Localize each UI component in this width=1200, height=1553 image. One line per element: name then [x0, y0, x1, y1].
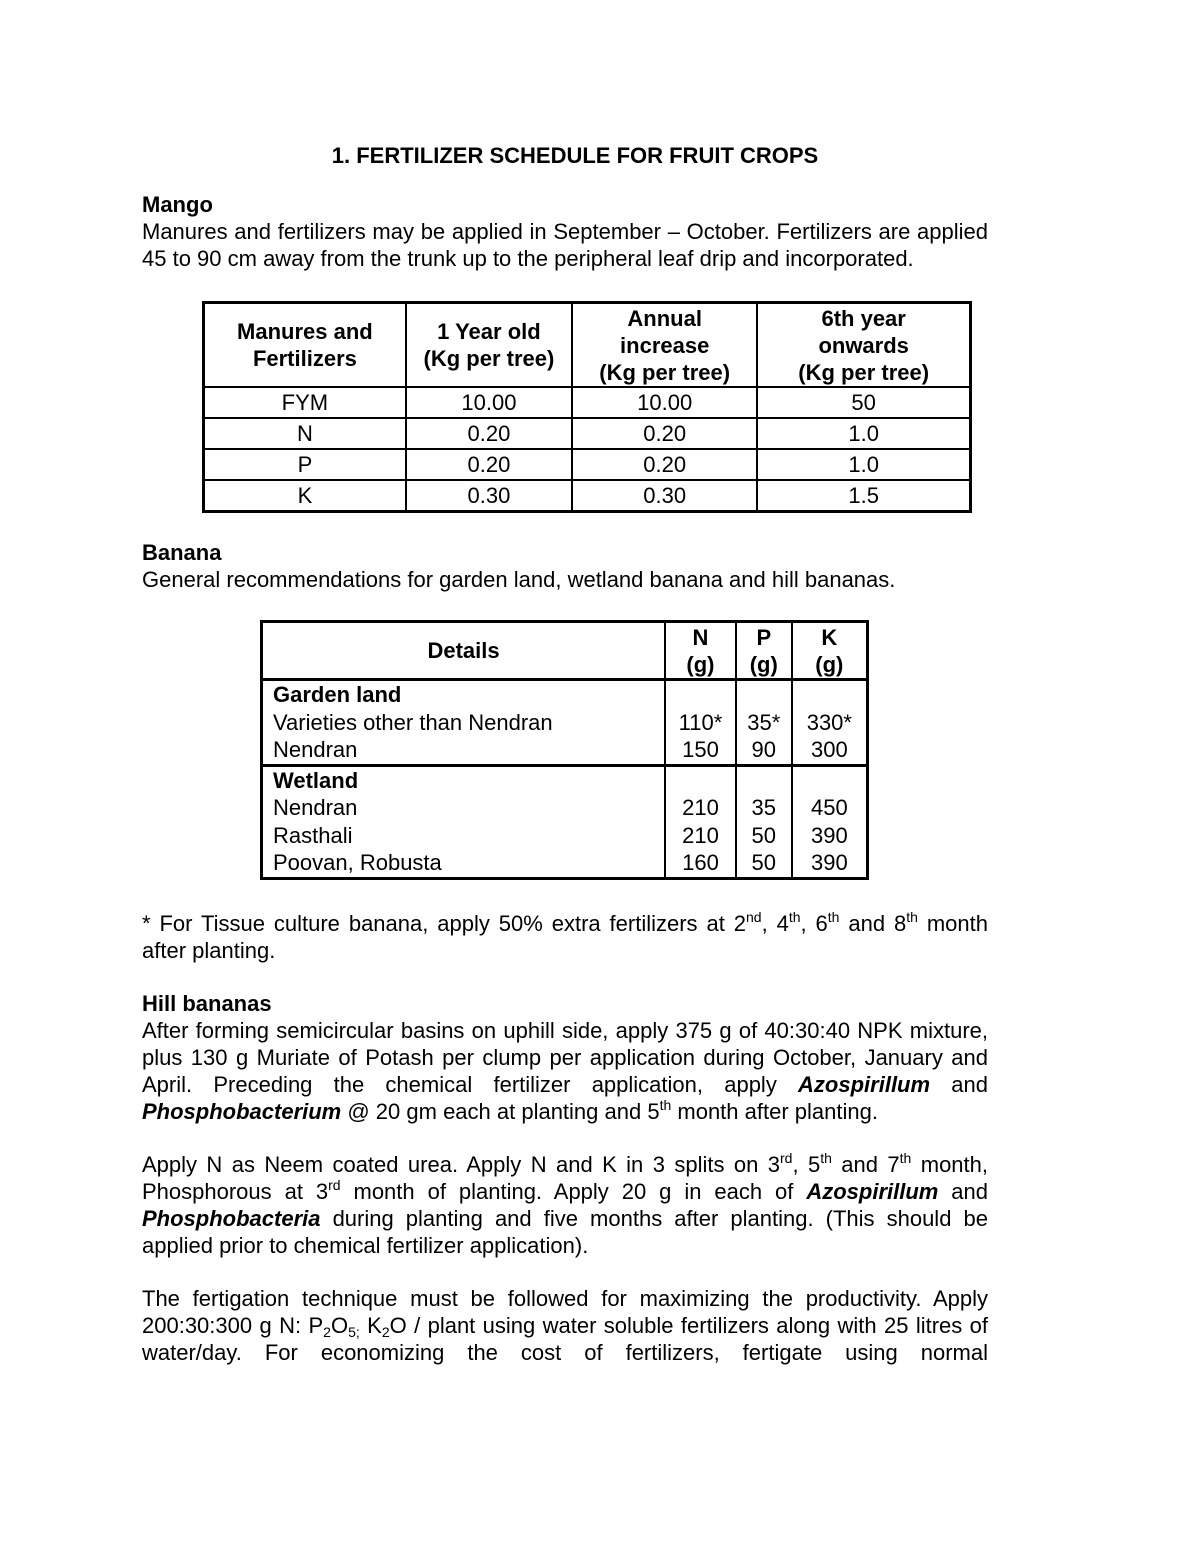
- mango-intro: Manures and fertilizers may be applied in September – October. Fertilizers are applied 45 to 90 cm away from the trunk up to the peripheral leaf drip and incorporated.: [142, 219, 988, 271]
- table-cell: 1.0: [757, 449, 970, 480]
- table-cell: 0.30: [406, 480, 572, 512]
- table-cell: N: [204, 418, 406, 449]
- table-row: [204, 480, 971, 512]
- table-cell: 1.0: [757, 418, 970, 449]
- table-cell: 0.20: [406, 418, 572, 449]
- table-cell: 330* 300: [792, 680, 868, 766]
- table-cell: 50: [757, 387, 970, 418]
- table-cell: 0.20: [572, 418, 757, 449]
- table-cell: 0.20: [572, 449, 757, 480]
- table-cell: 210 210 160: [665, 765, 736, 878]
- table-cell: Wetland Nendran Rasthali Poovan, Robusta: [262, 765, 666, 878]
- hill-paragraph-3: The fertigation technique must be followed for maximizing the productivity. Apply 200:30:300 g N: $P_2O_{5;}$ $K_2O$ / plant using water soluble fertilizers along with 25 litres of water/day. For economizing the cost of fertilizers, fertigate using normal: [142, 1285, 988, 1365]
- table-cell: 450 390 390: [792, 765, 868, 878]
- table-group-wetland: [262, 765, 868, 878]
- table-cell: 0.30: [572, 480, 757, 512]
- table-header-row: [204, 303, 971, 388]
- table-row: [204, 387, 971, 418]
- table-row: [204, 449, 971, 480]
- banana-intro: General recommendations for garden land, wetland banana and hill bananas.: [142, 567, 896, 592]
- table-cell: 10.00: [572, 387, 757, 418]
- document-page: [142, 141, 988, 1366]
- table-row: [204, 418, 971, 449]
- header-details: Details: [262, 622, 666, 680]
- table-cell: K: [204, 480, 406, 512]
- header-k: K (g): [792, 622, 868, 680]
- hill-paragraph-1: After forming semicircular basins on uphill side, apply 375 g of 40:30:40 NPK mixture, plus 130 g Muriate of Potash per clump per application during October, January and April. Preceding the chemical fertilizer application, apply Azospirillum and Phosphobacterium @ 20 gm each at planting and 5th month after planting.: [142, 1017, 988, 1124]
- table-cell: 0.20: [406, 449, 572, 480]
- page-title: 1. FERTILIZER SCHEDULE FOR FRUIT CROPS: [331, 143, 819, 168]
- mango-fertilizer-table: [202, 301, 972, 513]
- mango-heading: Mango: [142, 192, 213, 217]
- banana-heading: Banana: [142, 540, 222, 565]
- group-name: Garden land: [273, 682, 402, 707]
- table-cell: 10.00: [406, 387, 572, 418]
- table-group-garden-land: [262, 680, 868, 766]
- table-cell: 1.5: [757, 480, 970, 512]
- header-manures: Manures and Fertilizers: [204, 303, 406, 388]
- header-6th-year: 6th year onwards (Kg per tree): [757, 303, 970, 388]
- table-cell: 35* 90: [736, 680, 792, 766]
- table-cell: 35 50 50: [736, 765, 792, 878]
- table-cell: FYM: [204, 387, 406, 418]
- hill-bananas-heading: Hill bananas: [142, 990, 272, 1016]
- table-cell: 110* 150: [665, 680, 736, 766]
- hill-paragraph-2: Apply N as Neem coated urea. Apply N and K in 3 splits on 3rd, 5th and 7th month, Phosphorous at 3rd month of planting. Apply 20 g in each of Azospirillum and Phosphobacteria during planting and five months after planting. (This should be applied prior to chemical fertilizer application).: [142, 1149, 989, 1258]
- table-cell: P: [204, 449, 406, 480]
- banana-footnote: * For Tissue culture banana, apply 50% extra fertilizers at 2nd, 4th, 6th and 8th month after planting.: [142, 908, 988, 963]
- header-p: P (g): [736, 622, 792, 680]
- group-name: Wetland: [273, 767, 359, 793]
- banana-fertilizer-table: [260, 620, 869, 880]
- header-annual-increase: Annual increase (Kg per tree): [572, 303, 757, 388]
- table-header-row: [262, 622, 868, 680]
- table-cell: Garden land Varieties other than Nendran Nendran: [262, 680, 666, 766]
- header-n: N (g): [665, 622, 736, 680]
- header-1-year-old: 1 Year old (Kg per tree): [406, 303, 572, 388]
